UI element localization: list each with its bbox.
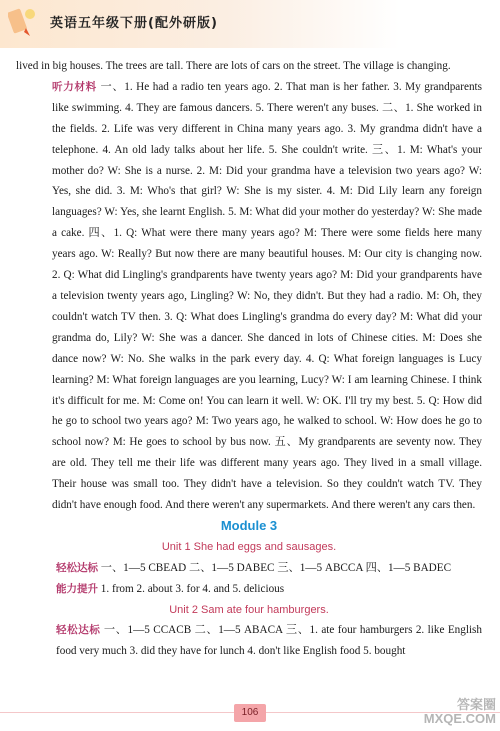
unit2-easy-answers	[16, 620, 482, 662]
site-watermark: 答案圈 MXQE.COM	[423, 697, 496, 726]
unit1-improve-answers	[16, 579, 482, 600]
listening-text: 一、1. He had a radio ten years ago. 2. That man is her father. 3. My grandparents like swimming. 4. They are famous dancers. 5. There weren't any buses. 二、1. She worked in the fields. 2. Life was very different in China many years ago. 3. My grandma didn't have a telephone. 4. An old lady talks about her life. 5. She couldn't write. 三、1. M: What's your mother do? W: She is a nurse. 2. M: Did your grandma have a television two years ago? W: Yes, she did. 3. M: Who's that girl? W: She is my sister. 4. M: Did Lily learn any foreign languages? W: Yes, she learnt English. 5. M: What did your mother do yesterday? W: She made a cake. 四、1. Q: What were there many years ago? M: There were some fields here many years ago. W: Really? But now there are many beautiful houses. M: Our city is changing now. 2. Q: What did Lingling's grandparents have twenty years ago? M: Did your grandparents have a television twenty years ago, Lingling? W: No, they didn't. But they had a radio. M: Oh, they couldn't watch TV then. 3. Q: What does Lingling's grandma do every day? M: What did your grandma do, Lily? W: She was a dancer. She danced in lots of Chinese cities. M: Does she dance now? W: No. She walks in the park every day. 4. Q: What foreign languages is Lucy learning? M: What foreign languages are you learning, Lucy? W: I am learning Chinese. I think it's difficult for me. M: Come on! You can learn it well. W: OK. I'll try my best. 5. Q: How did he go to school two years ago? M: Two years ago, he walked to school. W: How does he go to school now? M: He goes to school by bus now. 五、My grandparents are seventy now. They are old. They tell me their life was different many years ago. They lived in a small village. Their house was small too. They didn't have a television. So they couldn't watch TV. They didn't have enough food. And there weren't any supermarkets. And there weren't any cars then.	[52, 80, 483, 512]
easy-answers-text: 一、1—5 CCACB 二、1—5 ABACA 三、1. ate four hamburgers 2. like English food very much 3. did they have for lunch 4. don't like English food 5. bought	[56, 624, 483, 658]
answer-content	[16, 56, 482, 662]
page-number: 106	[234, 704, 266, 722]
book-title: 英语五年级下册(配外研版)	[50, 16, 218, 31]
unit1-title: Unit 1 She had eggs and sausages.	[161, 540, 337, 553]
paragraph-continuation: lived in big houses. The trees are tall. There are lots of cars on the street. The village is changing.	[16, 60, 451, 72]
easy-label: 轻松达标	[56, 561, 98, 574]
module-title: Module 3	[220, 517, 278, 533]
easy-answers-text: 一、1—5 CBEAD 二、1—5 DABEC 三、1—5 ABCCA 四、1—5 BADEC	[100, 561, 452, 574]
easy-label: 轻松达标	[56, 624, 101, 637]
listening-material	[16, 77, 482, 516]
pencil-decoration-icon	[8, 6, 38, 40]
listening-label: 听力材料	[52, 80, 97, 93]
improve-label: 能力提升	[56, 582, 98, 595]
unit1-easy-answers	[16, 558, 482, 579]
improve-answers-text: 1. from 2. about 3. for 4. and 5. delicious	[100, 582, 285, 595]
page-header	[0, 0, 500, 48]
unit2-title: Unit 2 Sam ate four hamburgers.	[169, 603, 329, 616]
